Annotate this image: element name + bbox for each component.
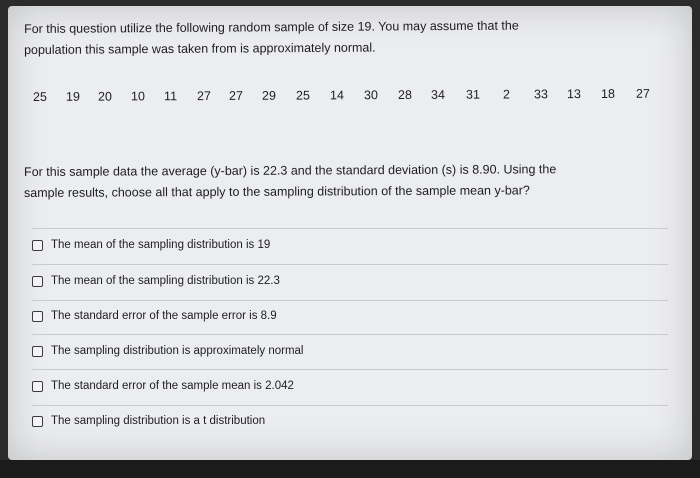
answer-option[interactable] (32, 342, 632, 360)
sample-value: 18 (600, 86, 615, 101)
answer-option-label: The sampling distribution is a t distribution (51, 415, 266, 427)
checkbox[interactable] (32, 416, 43, 427)
checkbox[interactable] (32, 311, 43, 322)
sample-value: 19 (65, 89, 80, 104)
sample-value: 14 (329, 88, 344, 103)
sample-values-row (22, 87, 662, 106)
sample-value: 20 (97, 89, 112, 104)
sample-value: 27 (635, 86, 650, 101)
sample-value: 11 (163, 89, 178, 104)
checkbox[interactable] (32, 381, 43, 392)
sample-value: 31 (465, 87, 480, 102)
checkbox[interactable] (32, 276, 43, 287)
sample-value: 10 (130, 89, 145, 104)
sample-value: 34 (430, 87, 445, 102)
divider (32, 228, 668, 229)
answer-option[interactable] (32, 412, 632, 430)
divider (32, 300, 668, 301)
sample-value: 27 (196, 89, 211, 104)
sample-value: 25 (32, 89, 47, 104)
sample-value: 28 (397, 87, 412, 103)
answer-option-label: The sampling distribution is approximately normal (51, 345, 304, 357)
answer-option[interactable] (32, 307, 632, 325)
divider (32, 334, 668, 335)
answer-option[interactable] (32, 377, 632, 395)
sample-value: 2 (502, 87, 511, 102)
intro-line-2: population this sample was taken from is approximately normal. (24, 40, 376, 57)
answer-option-label: The standard error of the sample error is 8.9 (51, 310, 277, 322)
divider (32, 405, 668, 406)
question-line-2: sample results, choose all that apply to the sampling distribution of the sample mean y-bar? (24, 183, 530, 200)
checkbox[interactable] (32, 346, 43, 357)
divider (32, 264, 668, 265)
answer-option-label: The standard error of the sample mean is 2.042 (51, 380, 294, 392)
answer-option[interactable] (32, 236, 632, 254)
sample-value: 25 (295, 88, 310, 103)
answer-option[interactable] (32, 272, 632, 290)
sample-value: 33 (533, 87, 548, 102)
divider (32, 369, 668, 370)
answer-option-label: The mean of the sampling distribution is 22.3 (51, 275, 280, 287)
sample-value: 30 (363, 88, 378, 103)
checkbox[interactable] (32, 240, 43, 251)
intro-line-1: For this question utilize the following random sample of size 19. You may assume that the (24, 18, 519, 36)
sample-value: 29 (261, 88, 276, 103)
sample-value: 27 (228, 88, 243, 103)
answer-option-label: The mean of the sampling distribution is 19 (51, 239, 271, 251)
question-line-1: For this sample data the average (y-bar) is 22.3 and the standard deviation (s) is 8.90. Using the (24, 162, 557, 179)
sample-value: 13 (566, 87, 581, 102)
bottom-bar (0, 460, 700, 478)
